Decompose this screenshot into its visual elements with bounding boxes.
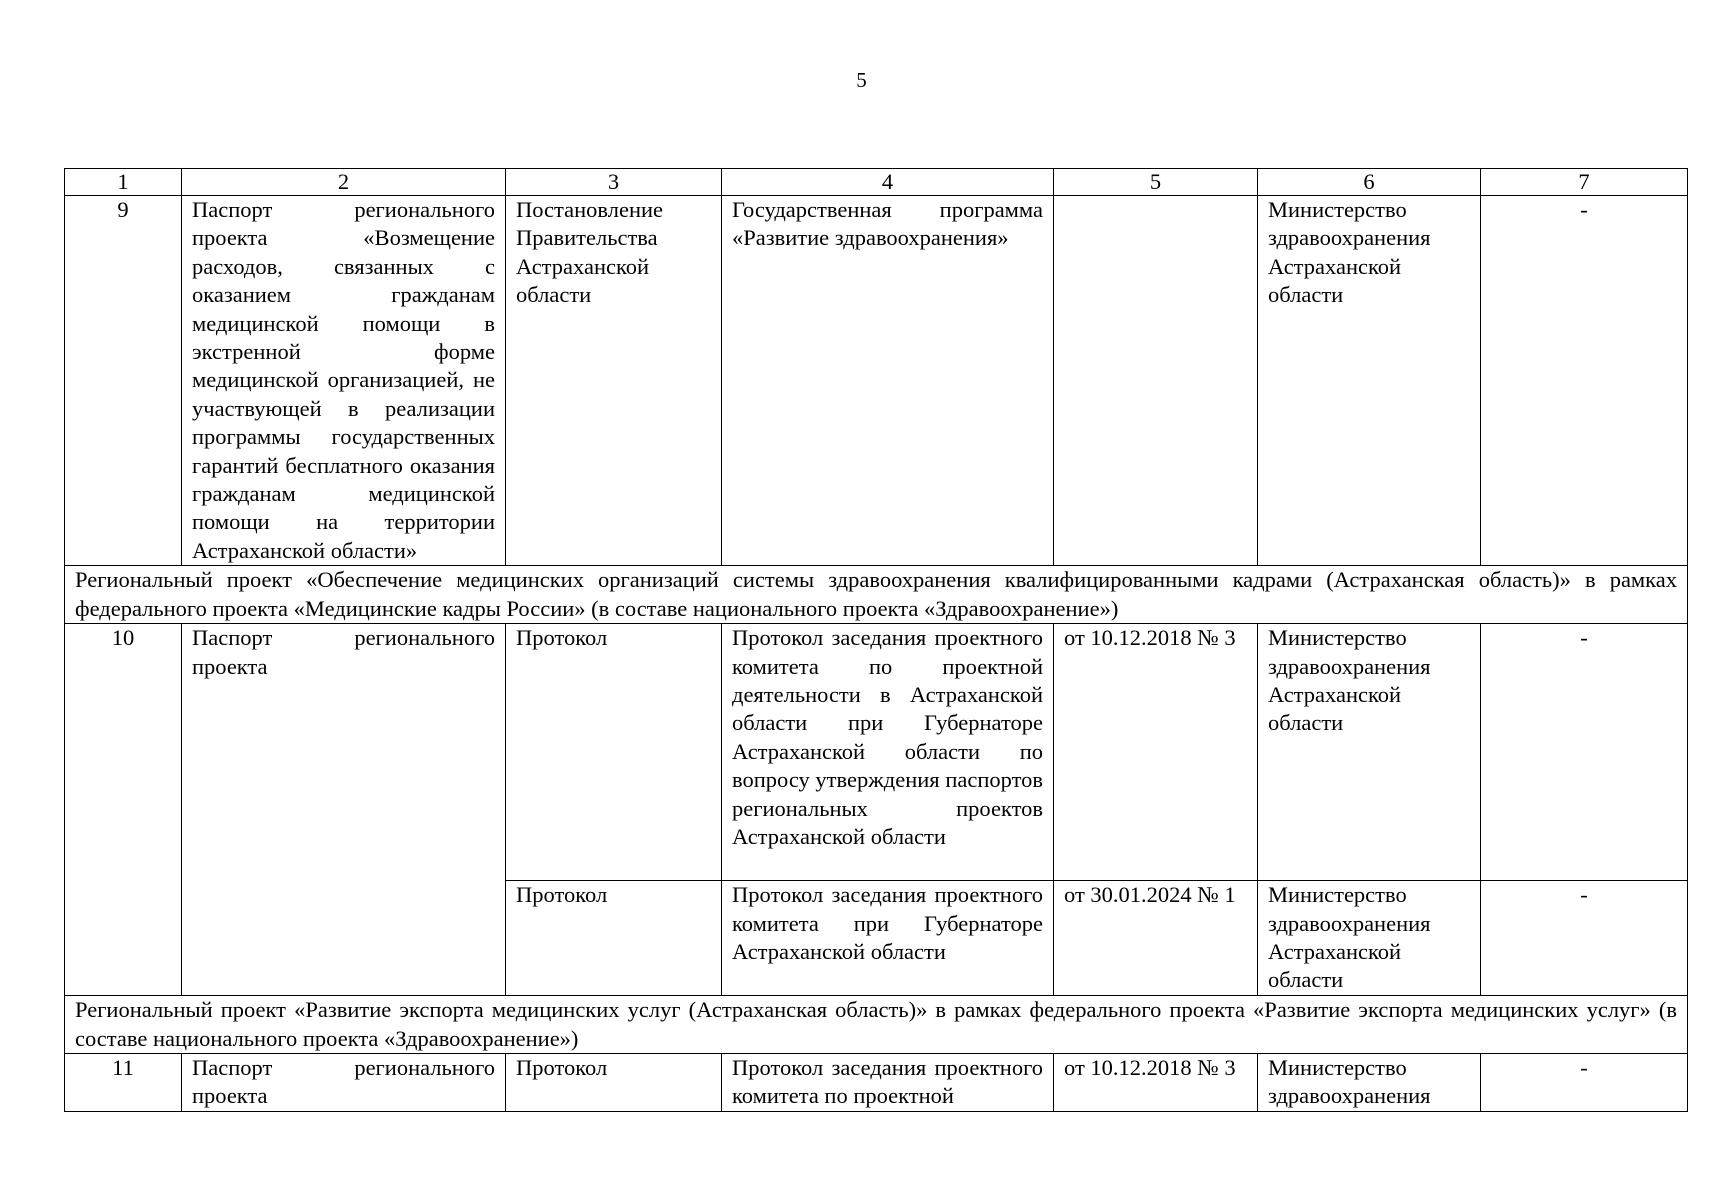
document-date: от 10.12.2018 № 3 — [1054, 1053, 1258, 1111]
document-type: Постановление Правительства Астраханской области — [506, 196, 722, 566]
table-row — [65, 1053, 1688, 1111]
document-title: Протокол заседания проектного комитета при Губернаторе Астраханской области — [722, 881, 1054, 996]
table-header-row — [65, 169, 1688, 196]
note: - — [1481, 196, 1688, 566]
header-cell: 1 — [65, 169, 182, 196]
document-name: Паспорт регионального проекта «Возмещение расходов, связанных с оказанием гражданам медицинской помощи в экстренной форме медицинской организацией, не участвующей в реализации программы государственных гарантий бесплатного оказания гражданам медицинской помощи на территории Астраханской области» — [182, 196, 506, 566]
note: - — [1481, 881, 1688, 996]
table-row — [65, 196, 1688, 566]
document-date: от 10.12.2018 № 3 — [1054, 624, 1258, 881]
header-cell: 6 — [1258, 169, 1481, 196]
document-title: Протокол заседания проектного комитета по проектной — [722, 1053, 1054, 1111]
document-type: Протокол — [506, 881, 722, 996]
documents-table — [64, 168, 1688, 1112]
responsible-body: Министерство здравоохранения Астраханской области — [1258, 196, 1481, 566]
document-name: Паспорт регионального проекта — [182, 1053, 506, 1111]
row-number: 9 — [65, 196, 182, 566]
header-cell: 7 — [1481, 169, 1688, 196]
header-cell: 2 — [182, 169, 506, 196]
section-heading: Региональный проект «Развитие экспорта медицинских услуг (Астраханская область)» в рамках федерального проекта «Развитие экспорта медицинских услуг» (в составе национального проекта «Здравоохранение») — [65, 996, 1688, 1054]
responsible-body: Министерство здравоохранения — [1258, 1053, 1481, 1111]
row-number: 10 — [65, 624, 182, 996]
document-type: Протокол — [506, 624, 722, 881]
note: - — [1481, 1053, 1688, 1111]
responsible-body: Министерство здравоохранения Астраханской области — [1258, 881, 1481, 996]
document-title: Государственная программа «Развитие здравоохранения» — [722, 196, 1054, 566]
document-name: Паспорт регионального проекта — [182, 624, 506, 996]
header-cell: 5 — [1054, 169, 1258, 196]
page-number: 5 — [856, 68, 867, 92]
section-row — [65, 996, 1688, 1054]
document-date: от 30.01.2024 № 1 — [1054, 881, 1258, 996]
section-row — [65, 566, 1688, 624]
document-date — [1054, 196, 1258, 566]
section-heading: Региональный проект «Обеспечение медицинских организаций системы здравоохранения квалифицированными кадрами (Астраханская область)» в рамках федерального проекта «Медицинские кадры России» (в составе национального проекта «Здравоохранение») — [65, 566, 1688, 624]
document-type: Протокол — [506, 1053, 722, 1111]
responsible-body: Министерство здравоохранения Астраханской области — [1258, 624, 1481, 881]
table-row — [65, 624, 1688, 881]
document-title: Протокол заседания проектного комитета по проектной деятельности в Астраханской области при Губернаторе Астраханской области по вопросу утверждения паспортов региональных проектов Астраханской области — [722, 624, 1054, 881]
header-cell: 3 — [506, 169, 722, 196]
note: - — [1481, 624, 1688, 881]
row-number: 11 — [65, 1053, 182, 1111]
header-cell: 4 — [722, 169, 1054, 196]
